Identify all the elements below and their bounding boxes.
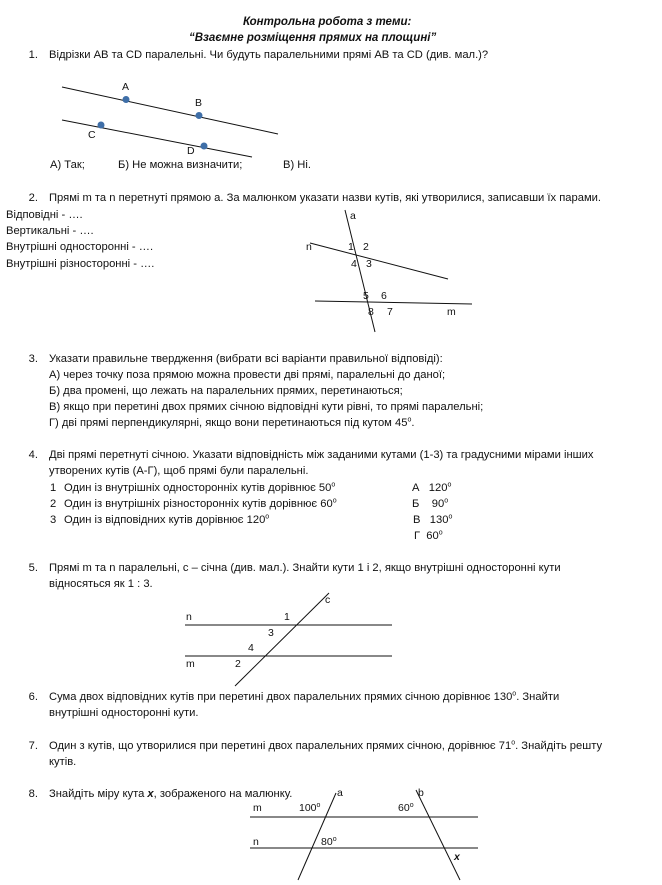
angle-1: 1 bbox=[348, 241, 354, 253]
task-6-number: 6. bbox=[28, 691, 38, 703]
task-2-figure bbox=[306, 210, 472, 332]
task-6-text: внутрішні односторонні кути. bbox=[49, 707, 199, 719]
angle-7: 7 bbox=[387, 306, 393, 318]
task-2-number: 2. bbox=[28, 192, 38, 204]
angle-2: 2 bbox=[235, 658, 241, 670]
task-3-option: А) через точку поза прямою можна провести дві прямі, паралельні до даної; bbox=[49, 369, 446, 381]
label-b: b bbox=[418, 787, 424, 799]
label-a: a bbox=[350, 210, 356, 222]
task-4-text: утворених кутів (А-Г), щоб прямі були паралельні. bbox=[49, 465, 309, 477]
task-2-text: Прямі m та n перетнуті прямою а. За малюнком указати назви кутів, які утворилися, записавши їх парами. bbox=[49, 192, 601, 204]
task-8-text: Знайдіть міру кута x, зображеного на малюнку. bbox=[49, 788, 293, 800]
label-n: n bbox=[186, 611, 192, 623]
label-d: D bbox=[187, 145, 195, 157]
label-n: n bbox=[306, 241, 312, 253]
task-4-left-text: Один із внутрішніх односторонніх кутів дорівнює $50^о$ bbox=[64, 481, 336, 494]
task-5-text: відносяться як 1 : 3. bbox=[49, 578, 153, 590]
angle-2: 2 bbox=[363, 241, 369, 253]
label-m: m bbox=[253, 802, 262, 814]
task-1-figure bbox=[62, 81, 278, 157]
task-6-text: Сума двох відповідних кутів при перетині двох паралельних прямих січною дорівнює $130^о$. Знайти bbox=[49, 690, 560, 703]
task-4-right-item: А $120^о$ bbox=[412, 481, 452, 494]
angle-100: $100^о$ bbox=[299, 802, 321, 814]
task-3-option: В) якщо при перетині двох прямих січною відповідні кути рівні, то прямі паралельні; bbox=[49, 401, 484, 413]
angle-60: $60^о$ bbox=[398, 802, 414, 814]
task-4-right-item: Г $60^о$ bbox=[414, 529, 443, 542]
task-4-right-item: В $130^о$ bbox=[413, 513, 453, 526]
angle-80: $80^о$ bbox=[321, 836, 337, 848]
label-n: n bbox=[253, 836, 259, 848]
point-b bbox=[196, 112, 203, 119]
task-4-right-item: Б $90^о$ bbox=[412, 497, 449, 510]
task-2-item: Вертикальні - …. bbox=[6, 225, 94, 237]
point-c bbox=[98, 122, 105, 129]
title-line-1: Контрольна робота з теми: bbox=[243, 16, 412, 28]
angle-1: 1 bbox=[284, 611, 290, 623]
label-m: m bbox=[447, 306, 456, 318]
task-2-item: Внутрішні різносторонні - …. bbox=[6, 258, 155, 270]
task-7-text: кутів. bbox=[49, 756, 77, 768]
task-4-number: 4. bbox=[28, 449, 38, 461]
title-line-2: “Взаємне розміщення прямих на площині” bbox=[189, 32, 437, 44]
task-4-left-item: 2 bbox=[50, 498, 57, 510]
task-3-option: Г) дві прямі перпендикулярні, якщо вони перетинаються під кутом $45^о$. bbox=[49, 416, 415, 429]
point-d bbox=[201, 143, 208, 150]
angle-x: x bbox=[454, 851, 460, 863]
label-c: C bbox=[88, 129, 96, 141]
task-4-left-text: Один із внутрішніх різносторонніх кутів дорівнює $60^о$ bbox=[64, 497, 337, 510]
angle-4: 4 bbox=[248, 642, 254, 654]
angle-4: 4 bbox=[351, 258, 357, 270]
angle-8: 8 bbox=[368, 306, 374, 318]
task-3-option: Б) два промені, що лежать на паралельних прямих, перетинаються; bbox=[49, 385, 403, 397]
task-4-left-item: 3 bbox=[50, 514, 57, 526]
task-8-number: 8. bbox=[28, 788, 38, 800]
label-m: m bbox=[186, 658, 195, 670]
angle-3: 3 bbox=[366, 258, 372, 270]
task-4-left-text: Один із відповідних кутів дорівнює $120^о$ bbox=[64, 513, 270, 526]
task-2-item: Відповідні - …. bbox=[6, 209, 83, 221]
task-3-number: 3. bbox=[28, 353, 38, 365]
angle-6: 6 bbox=[381, 290, 387, 302]
label-a: a bbox=[337, 787, 343, 799]
task-1-answer-a: А) Так; bbox=[50, 159, 85, 171]
angle-5: 5 bbox=[363, 290, 369, 302]
point-a bbox=[123, 96, 130, 103]
angle-3: 3 bbox=[268, 627, 274, 639]
task-7-number: 7. bbox=[28, 740, 38, 752]
task-1-text: Відрізки АВ та CD паралельні. Чи будуть паралельними прямі АВ та CD (див. мал.)? bbox=[49, 49, 489, 61]
task-1-number: 1. bbox=[28, 49, 38, 61]
task-5-figure bbox=[185, 593, 392, 686]
label-a: A bbox=[122, 81, 130, 93]
task-2-item: Внутрішні односторонні - …. bbox=[6, 241, 154, 253]
task-4-text: Дві прямі перетнуті січною. Указати відповідність між заданими кутами (1-3) та градусними мірами інших bbox=[49, 449, 594, 461]
task-7-text: Один з кутів, що утворилися при перетині двох паралельних прямих січною, дорівнює $71^о$. Знайдіть решту bbox=[49, 739, 603, 752]
label-b: B bbox=[195, 97, 203, 109]
task-1-answer-c: В) Ні. bbox=[283, 159, 311, 171]
task-4-left-item: 1 bbox=[50, 482, 57, 494]
task-5-text: Прямі m та n паралельні, с – січна (див. мал.). Знайти кути 1 і 2, якщо внутрішні односторонні кути bbox=[49, 562, 561, 574]
task-1-answer-b: Б) Не можна визначити; bbox=[118, 159, 243, 171]
task-3-text: Указати правильне твердження (вибрати всі варіанти правильної відповіді): bbox=[49, 353, 443, 365]
label-c: c bbox=[325, 594, 331, 606]
task-5-number: 5. bbox=[28, 562, 38, 574]
